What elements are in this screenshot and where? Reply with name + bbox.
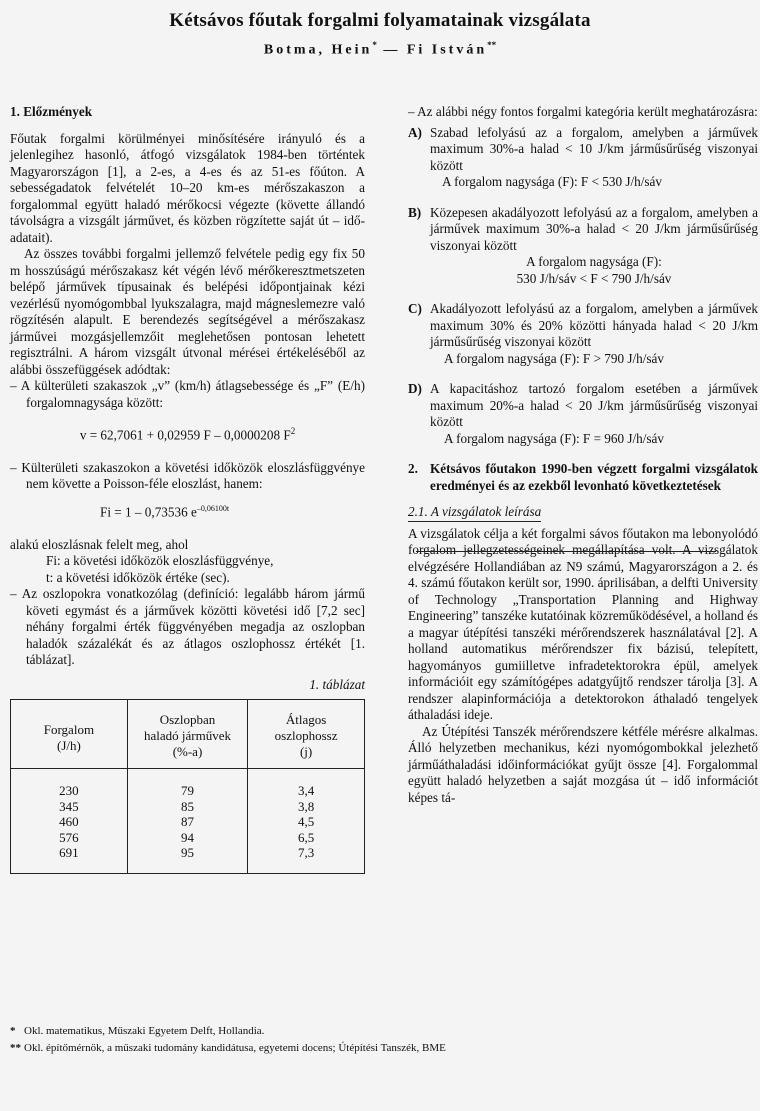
table-header: [248, 700, 365, 769]
header-line: Oszlopban: [159, 712, 216, 728]
category-c: [408, 301, 758, 367]
footnote-2: [10, 1041, 750, 1056]
bullet-item: – Az alábbi négy fontos forgalmi kategória került meghatározásra:: [408, 104, 758, 119]
category-b: [408, 205, 758, 288]
cell-value: 3,4: [297, 783, 315, 799]
header-line: Átlagos: [285, 712, 327, 728]
category-text: Szabad lefolyású az a forgalom, amelyben a járművek maximum 30%-a halad < 10 J/km járműsűrűség viszonyai között: [430, 124, 758, 173]
table-row: [11, 769, 365, 874]
article-title: Kétsávos főutak forgalmi folyamatainak vizsgálata: [169, 10, 591, 31]
paragraph: A vizsgálatok célja a két forgalmi sávos főutakon ma lebonyolódó forgalom jellegzetességeinek megállapítása volt. A vizsgálatok elvégzésére Hollandiában az N9 számú, Magyarországon a 2. és 4. számú főutakon került sor, 1990. áprilisában, a delfti University of Technology „Transportation Planning and Highway Engineering” tanszéke kutatóinak közreműködésével, a holland és a magyar útépítési tanszéki mérőrendszerek használatával [2]. A holland automatikus mérőrendszer fix bázisú, telepített, hagyományos gumiilletve infradetektorokra épül, amelyek információit egy számítógépes adatgyűjtő rendszer tárolja [3]. A rendszer alapinformációja a detektorokon áthaladó tengelyek áthaladási ideje.: [408, 525, 758, 722]
cell-value: 94: [180, 829, 194, 845]
footnote-1: [10, 1024, 750, 1039]
author-2-mark: **: [487, 40, 497, 50]
author-line: [0, 40, 760, 59]
section-2-heading: [408, 461, 758, 494]
table-cell: [11, 769, 128, 874]
category-text: Akadályozott lefolyású az a forgalom, amelyben a járművek maximum 30% és 20% közötti hányada halad < 20 J/km járműsűrűség viszonyai között: [430, 301, 758, 349]
category-label: C): [408, 301, 422, 316]
header-line: Forgalom: [43, 722, 95, 738]
cell-value: 230: [59, 783, 79, 799]
distribution-formula: [100, 501, 365, 521]
table-header: [11, 700, 128, 769]
category-d: [408, 381, 758, 447]
cell-value: 87: [180, 814, 194, 830]
footnote-mark: *: [10, 1025, 16, 1037]
formula-exponent: –0,06100t: [196, 503, 230, 513]
paragraph: Az Útépítési Tanszék mérőrendszere kétféle mérésre alkalmas. Álló helyzetben mechanikus, kézi nyomógombokkal jelezhető járműáthaladási időinformációkat gyűjt össze [4]. Forgalommal együtt haladó helyzetben a saját mozgása út – idő információt képes tá-: [408, 723, 758, 805]
table-cell: [127, 769, 247, 874]
category-volume: A forgalom nagysága (F):: [526, 254, 662, 269]
paragraph: Az összes további forgalmi jellemző felvétele pedig egy fix 50 m hosszúságú mérőszakasz két végén lévő mérőkeresztmetszeten belépő járművek típusainak és belépési időpontjainak kézi vezérlésű nyomógombbal lyukszalagra, majd mágneslemezre való rögzítésén alapult. E berendezés segítségével a mérőszakasz járművei mozgásjellemzőit meglehetősen pontosan lehetett regisztrálni. A három vizsgált útvonal mérései értékeléséből az alábbi összefüggések adódtak:: [10, 246, 365, 377]
left-column: [10, 104, 365, 874]
formula-text: Fi = 1 – 0,73536 e: [100, 504, 197, 520]
formula-text: v = 62,7061 + 0,02959 F – 0,0000208 F: [79, 427, 291, 443]
category-volume: A forgalom nagysága (F): F < 530 J/h/sáv: [442, 174, 663, 189]
definition: Fi: a követési időközök eloszlásfüggvénye,: [46, 553, 274, 569]
author-separator: —: [376, 42, 407, 58]
category-text: A kapacitáshoz tartozó forgalom esetében a járművek maximum 20%-a halad < 20 J/km járműsűrűség viszonyai között: [430, 381, 758, 429]
definition: t: a követési időközök értéke (sec).: [46, 569, 230, 585]
cell-value: 576: [59, 829, 79, 845]
header-line: oszlophossz: [274, 728, 338, 744]
category-a: [408, 125, 758, 191]
category-label: D): [408, 381, 422, 396]
table-header: [127, 700, 247, 769]
paragraph: Főutak forgalmi körülményei minősítésére irányuló és a jelenlegihez hasonló, átfogó vizsgálatok 1984-ben történtek Magyarországon [1], a 2-es, a 4-es és az 51-es főúton. A sebességadatok felvételét 10–20 km-es mérőszakaszon a forgalommal együtt haladó mérőkocsi végezte (követte állandó távolságra a vizsgált járművet, és közben rögzítette saját út – idő-adatait).: [10, 130, 365, 245]
header-line: (j): [299, 744, 313, 760]
data-table: [10, 699, 365, 874]
header-line: (%-a): [172, 744, 203, 760]
cell-value: 4,5: [297, 814, 315, 830]
cell-value: 691: [59, 845, 79, 861]
cell-value: 460: [59, 814, 79, 830]
header-line: (J/h): [56, 738, 81, 754]
footnote-text: Okl. matematikus, Műszaki Egyetem Delft, Hollandia.: [24, 1025, 265, 1037]
author-2: Fi István: [406, 42, 488, 58]
footnote-text: Okl. építőmérnök, a műszaki tudomány kandidátusa, egyetemi docens; Útépítési Tanszék, BME: [24, 1042, 446, 1054]
table-caption: 1. táblázat: [309, 676, 365, 692]
bullet-item: – A külterületi szakaszok „v” (km/h) átlagsebessége és „F” (E/h) forgalomnagysága között:: [10, 378, 365, 410]
bullet-item: – Az oszlopokra vonatkozólag (definíció: legalább három jármű követi egymást és a járművek közötti követési idő [7,2 sec] néhány forgalmi érték függvényében megadja az oszlopban haladók százalékát és az átlagos oszlophossz értékét [1. táblázat].: [10, 586, 365, 668]
category-label: A): [408, 124, 422, 140]
author-1: Botma, Hein: [263, 42, 373, 58]
category-volume: A forgalom nagysága (F): F > 790 J/h/sáv: [444, 350, 665, 366]
cell-value: 3,8: [297, 798, 315, 814]
section-1-heading: 1. Előzmények: [10, 104, 93, 119]
divider: [416, 551, 716, 552]
subsection-2-1-heading: 2.1. A vizsgálatok leírása: [408, 504, 541, 522]
paragraph: alakú eloszlásnak felelt meg, ahol: [10, 536, 189, 552]
header-line: haladó járművek: [143, 728, 231, 744]
section-number: 2.: [408, 461, 418, 476]
cell-value: 79: [180, 783, 194, 799]
footnote-mark: **: [10, 1042, 21, 1054]
cell-value: 85: [180, 798, 194, 814]
cell-value: 7,3: [297, 845, 315, 861]
cell-value: 6,5: [297, 829, 315, 845]
author-1-mark: *: [372, 40, 377, 50]
category-label: B): [408, 204, 422, 220]
table-cell: [248, 769, 365, 874]
bullet-item: – Külterületi szakaszokon a követési időközök eloszlásfüggvénye nem követte a Poisson-féle eloszlást, hanem:: [10, 459, 365, 492]
category-text: Közepesen akadályozott lefolyású az a forgalom, amelyben a járművek maximum 30%-a halad < 20 J/km járműsűrűség viszonyai között: [430, 204, 758, 253]
cell-value: 345: [59, 798, 79, 814]
right-column: [408, 104, 758, 806]
speed-formula: [10, 423, 365, 444]
category-volume: A forgalom nagysága (F): F = 960 J/h/sáv: [444, 430, 665, 446]
category-volume-range: 530 J/h/sáv < F < 790 J/h/sáv: [516, 270, 672, 286]
section-title: Kétsávos főutakon 1990-ben végzett forgalmi vizsgálatok eredményei és az ezekből levonható következtetések: [430, 461, 758, 493]
cell-value: 95: [180, 845, 194, 861]
table-header-row: [11, 700, 365, 769]
formula-exponent: 2: [290, 426, 296, 436]
